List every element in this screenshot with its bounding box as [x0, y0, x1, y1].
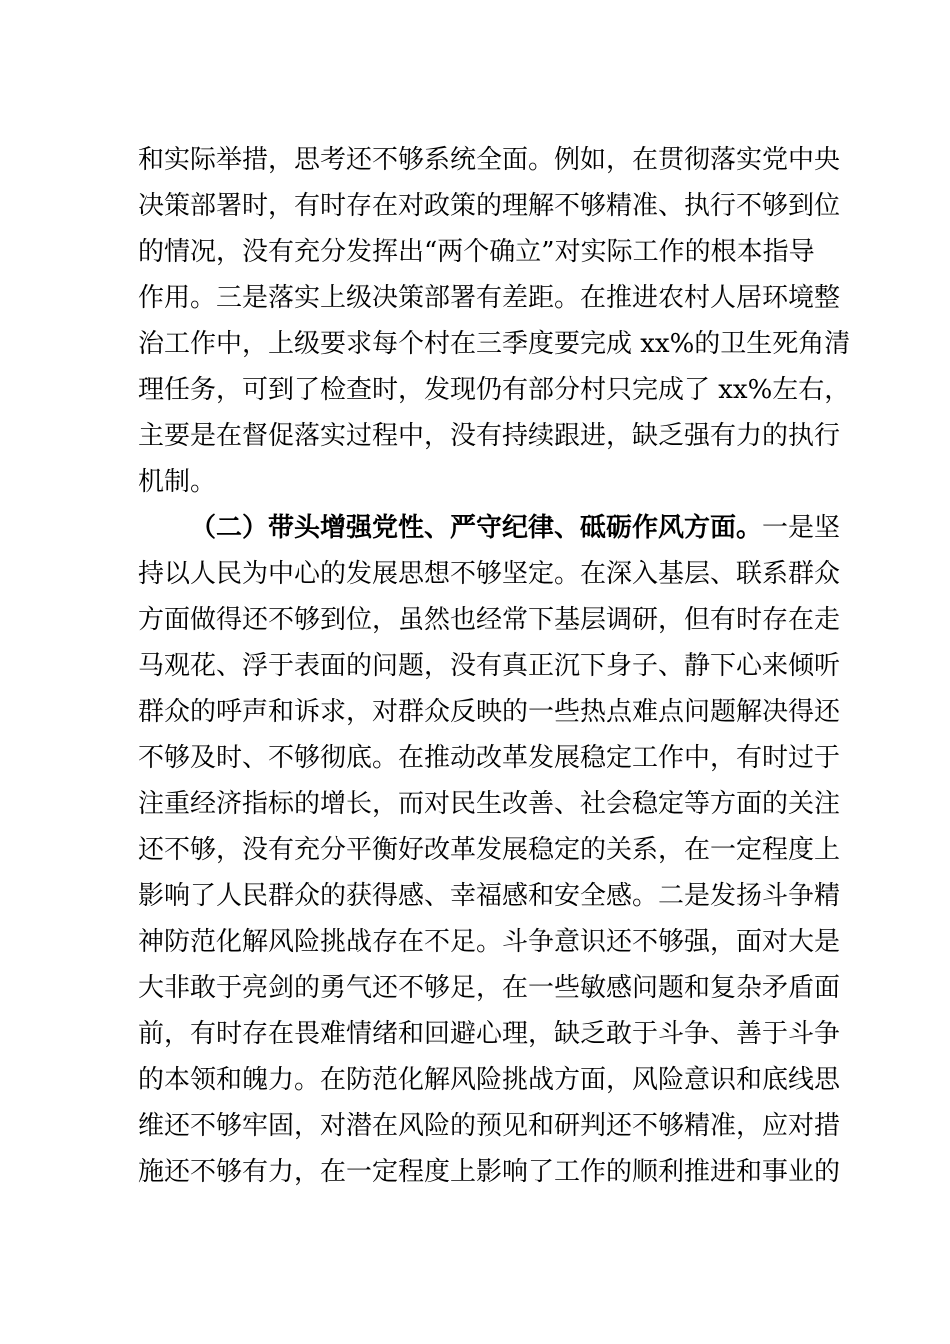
paragraph2-line: 施还不够有力，在一定程度上影响了工作的顺利推进和事业的 — [138, 1157, 841, 1187]
paragraph2-line: 前，有时存在畏难情绪和回避心理，缺乏敢于斗争、善于斗争 — [138, 1019, 841, 1049]
paragraph1-line: 的情况，没有充分发挥出“两个确立”对实际工作的根本指导 — [138, 237, 815, 267]
paragraph2-line: 神防范化解风险挑战存在不足。斗争意识还不够强，面对大是 — [138, 927, 841, 957]
paragraph1-line: 机制。 — [138, 467, 217, 497]
paragraph2-line: 持以人民为中心的发展思想不够坚定。在深入基层、联系群众 — [138, 559, 841, 589]
paragraph2-line: 还不够，没有充分平衡好改革发展稳定的关系，在一定程度上 — [138, 835, 841, 865]
paragraph2-line: 的本领和魄力。在防范化解风险挑战方面，风险意识和底线思 — [138, 1065, 841, 1095]
paragraph1-line: 主要是在督促落实过程中，没有持续跟进，缺乏强有力的执行 — [138, 421, 841, 451]
paragraph2-first-line-rest: 一是坚 — [762, 513, 841, 543]
paragraph1-line: 决策部署时，有时存在对政策的理解不够精准、执行不够到位 — [138, 191, 841, 221]
paragraph2-line: 马观花、浮于表面的问题，没有真正沉下身子、静下心来倾听 — [138, 651, 841, 681]
paragraph2-line: 注重经济指标的增长，而对民生改善、社会稳定等方面的关注 — [138, 789, 841, 819]
paragraph2-first-line — [0, 508, 950, 548]
paragraph1-line: 和实际举措，思考还不够系统全面。例如，在贯彻落实党中央 — [138, 145, 841, 175]
paragraph2-line: 影响了人民群众的获得感、幸福感和安全感。二是发扬斗争精 — [138, 881, 841, 911]
paragraph1-line: 作用。三是落实上级决策部署有差距。在推进农村人居环境整 — [138, 283, 841, 313]
paragraph2-line: 大非敢于亮剑的勇气还不够足，在一些敏感问题和复杂矛盾面 — [138, 973, 841, 1003]
paragraph2-line: 维还不够牢固，对潜在风险的预见和研判还不够精准，应对措 — [138, 1111, 841, 1141]
paragraph1-line: 理任务，可到了检查时，发现仍有部分村只完成了 xx%左右， — [138, 375, 851, 405]
paragraph1-line: 治工作中，上级要求每个村在三季度要完成 xx%的卫生死角清 — [138, 329, 851, 359]
paragraph2-line: 群众的呼声和诉求，对群众反映的一些热点难点问题解决得还 — [138, 697, 841, 727]
paragraph2-line: 方面做得还不够到位，虽然也经常下基层调研，但有时存在走 — [138, 605, 841, 635]
section-heading: （二）带头增强党性、严守纪律、砥砺作风方面。 — [190, 513, 763, 543]
paragraph2-line: 不够及时、不够彻底。在推动改革发展稳定工作中，有时过于 — [138, 743, 841, 773]
